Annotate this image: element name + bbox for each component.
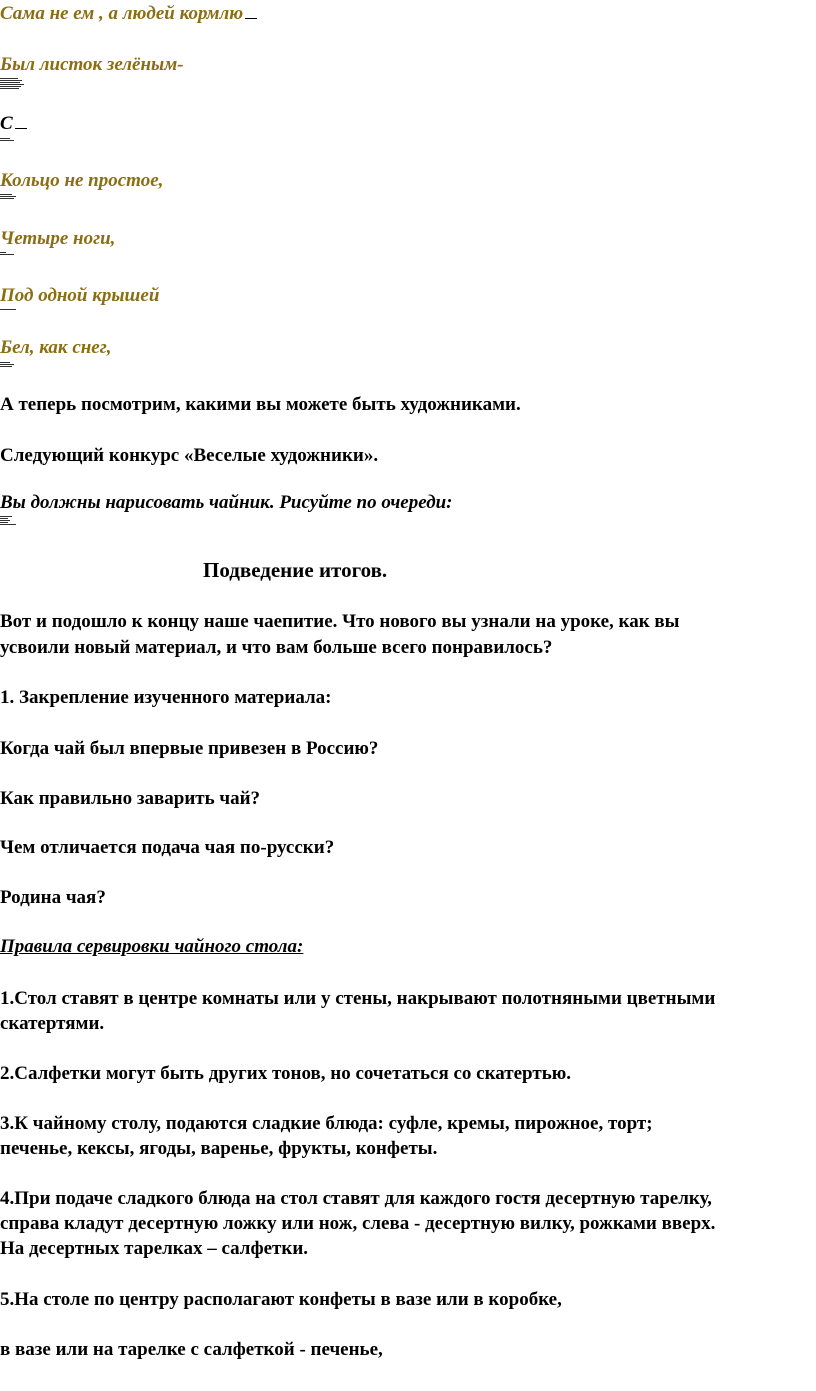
rule-6-line-1: в вазе или на тарелке с салфеткой - печенье, [0,1339,383,1360]
tiny-text-block [0,78,24,90]
tiny-text-block [0,138,14,142]
riddle-4: Кольцо не простое, [0,170,164,191]
tiny-text-block [0,516,16,526]
riddle-5: Четыре ноги, [0,228,116,249]
rule-3-line-2: печенье, кексы, ягоды, варенье, фрукты, конфеты. [0,1138,438,1159]
question-4: Родина чая? [0,887,106,908]
rule-2-line-1: 2.Салфетки могут быть других тонов, но сочетаться со скатертью. [0,1063,572,1084]
riddle-2: Был листок зелёным- [0,54,184,75]
rule-4-line-1: 4.При подаче сладкого блюда на стол ставят для каждого гостя десертную тарелку, [0,1188,712,1209]
rule-1-line-2: скатертями. [0,1013,105,1034]
riddle-6: Под одной крышей [0,285,160,306]
tiny-mark [15,128,27,129]
question-1: Когда чай был впервые привезен в Россию? [0,738,379,759]
intro-line-1: А теперь посмотрим, какими вы можете быть художниками. [0,394,521,415]
summary-heading: Подведение итогов. [203,558,388,582]
tiny-text-block [0,309,16,311]
drawing-task: Вы должны нарисовать чайник. Рисуйте по очереди: [0,492,453,513]
rule-1-line-1: 1.Стол ставят в центре комнаты или у стены, накрывают полотняными цветными [0,988,716,1009]
tiny-text-block [0,252,14,256]
question-2: Как правильно заварить чай? [0,788,261,809]
summary-line-2: усвоили новый материал, и что вам больше всего понравилось? [0,637,553,658]
tiny-text-block [0,362,14,368]
riddle-7: Бел, как снег, [0,337,112,358]
riddle-3: С [0,113,27,135]
rule-4-line-2: справа кладут десертную ложку или нож, слева - десертную вилку, рожками вверх. [0,1213,716,1234]
review-title: 1. Закрепление изученного материала: [0,687,332,708]
rule-3-line-1: 3.К чайному столу, подаются сладкие блюда: суфле, кремы, пирожное, торт; [0,1113,653,1134]
rules-title: Правила сервировки чайного стола: [0,936,304,957]
tiny-text-block [0,194,16,200]
question-3: Чем отличается подача чая по-русски? [0,837,335,858]
summary-line-1: Вот и подошло к концу наше чаепитие. Что нового вы узнали на уроке, как вы [0,611,680,632]
intro-line-2: Следующий конкурс «Веселые художники». [0,445,379,466]
rule-5-line-1: 5.На столе по центру располагают конфеты в вазе или в коробке, [0,1289,562,1310]
riddle-1: Сама не ем , а людей кормлю [0,3,257,25]
rule-4-line-3: На десертных тарелках – салфетки. [0,1238,309,1259]
tiny-mark [245,18,257,19]
